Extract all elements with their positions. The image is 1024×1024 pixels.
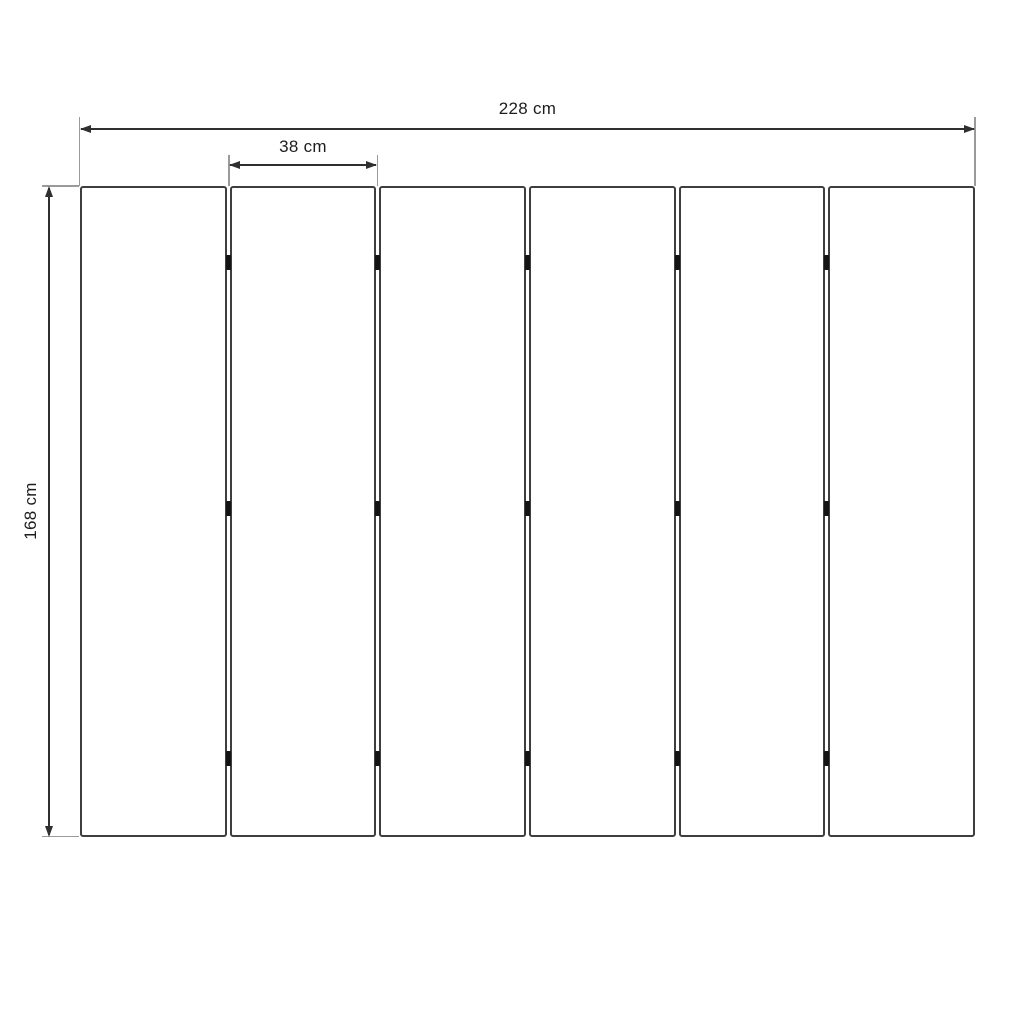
hinge — [525, 501, 530, 516]
arrowhead-left-icon — [229, 161, 240, 169]
extension-line-panel-left — [228, 155, 230, 186]
dimension-line-total-width — [81, 128, 974, 130]
hinge — [675, 501, 680, 516]
hinge — [375, 501, 380, 516]
panel-4 — [529, 186, 676, 837]
hinge — [375, 751, 380, 766]
hinge — [675, 751, 680, 766]
arrowhead-right-icon — [366, 161, 377, 169]
hinge — [675, 255, 680, 270]
arrowhead-down-icon — [45, 826, 53, 837]
hinge — [226, 751, 231, 766]
hinge — [824, 501, 829, 516]
hinge — [226, 501, 231, 516]
dimension-line-panel-width — [230, 164, 376, 166]
total-width-label: 228 cm — [498, 99, 557, 118]
arrowhead-left-icon — [80, 125, 91, 133]
panel-1 — [80, 186, 227, 837]
panel-3 — [379, 186, 526, 837]
hinge — [824, 255, 829, 270]
hinge — [824, 751, 829, 766]
panel-5 — [679, 186, 826, 837]
panel-width-label: 38 cm — [279, 137, 327, 156]
hinge — [525, 255, 530, 270]
panel-2 — [230, 186, 377, 837]
panel-6 — [828, 186, 975, 837]
arrowhead-up-icon — [45, 186, 53, 197]
dimension-line-height — [48, 188, 50, 835]
hinge — [525, 751, 530, 766]
extension-line-panel-right — [377, 155, 379, 186]
height-label: 168 cm — [21, 482, 40, 540]
hinge — [375, 255, 380, 270]
hinge — [226, 255, 231, 270]
arrowhead-right-icon — [964, 125, 975, 133]
